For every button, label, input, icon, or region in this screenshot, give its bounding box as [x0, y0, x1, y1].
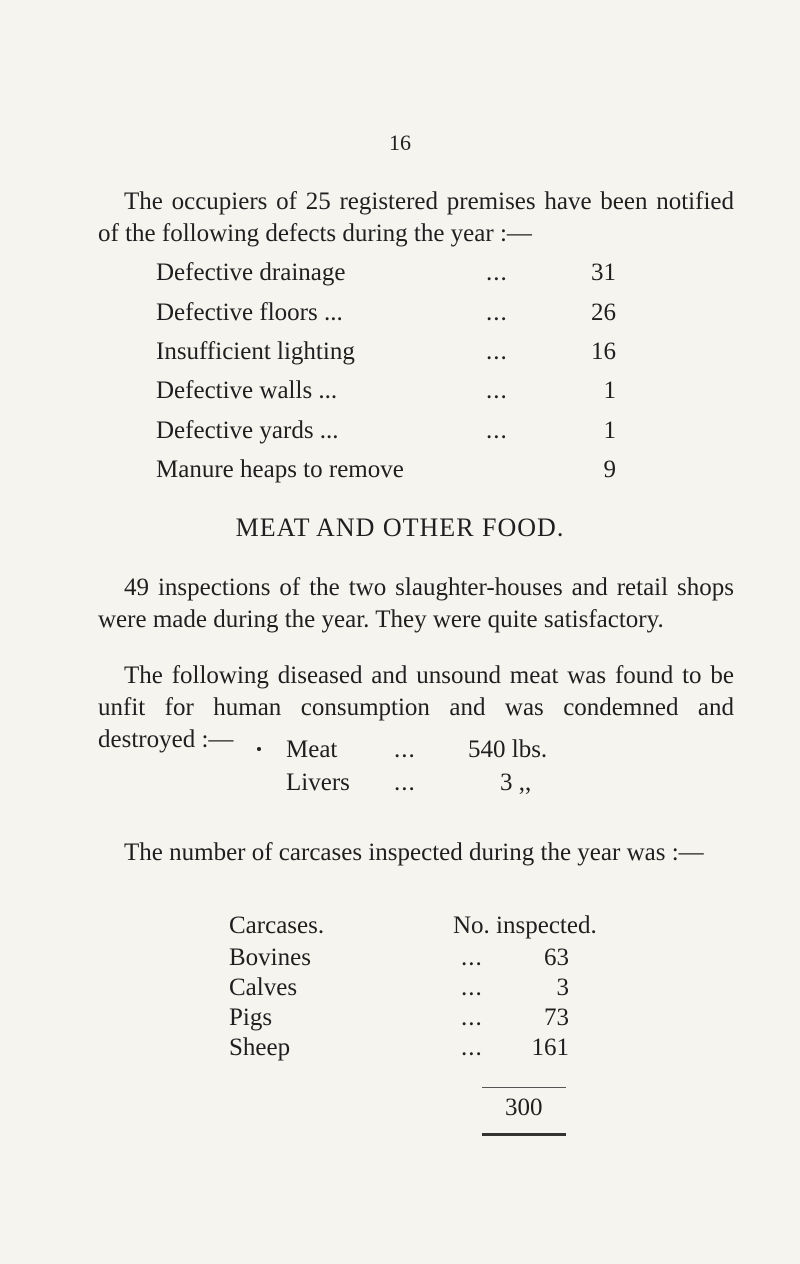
- intro-paragraph: [98, 186, 734, 250]
- column-header-carcases: Carcases.: [229, 912, 325, 939]
- table-row: [229, 942, 569, 972]
- leader-dots: ...: [486, 299, 508, 326]
- leader-dots: ...: [486, 417, 508, 444]
- defect-count: 31: [591, 259, 616, 286]
- condemned-label: Livers: [286, 769, 350, 796]
- table-header-row: [229, 910, 649, 942]
- defect-label: Defective yards ...: [156, 417, 339, 444]
- carcase-type: Bovines: [229, 944, 311, 971]
- table-row: [229, 1032, 569, 1062]
- leader-dots: ...: [394, 769, 416, 796]
- condemned-text: The following diseased and unsound meat was found to be unfit for human consumption and was condemned and destroyed :—: [98, 662, 734, 753]
- defect-row: [156, 297, 616, 329]
- carcase-count: 3: [556, 974, 569, 1001]
- condemned-label: Meat: [286, 736, 338, 763]
- carcases-total: 300: [505, 1094, 543, 1121]
- defect-label: Defective floors ...: [156, 299, 343, 326]
- leader-dots: ...: [486, 338, 508, 365]
- leader-dots: ...: [394, 736, 416, 763]
- table-row: [229, 1002, 569, 1032]
- intro-text: The occupiers of 25 registered premises have been notified of the following defects during the year :—: [98, 188, 734, 247]
- stray-mark: [257, 747, 261, 751]
- defect-row: [156, 454, 616, 486]
- carcase-type: Sheep: [229, 1034, 291, 1061]
- defect-count: 9: [603, 456, 616, 483]
- condemned-row: [286, 767, 646, 799]
- defect-count: 16: [591, 338, 616, 365]
- defect-row: [156, 415, 616, 447]
- column-header-inspected: No. inspected.: [453, 912, 597, 939]
- carcases-text: The number of carcases inspected during the year was :—: [124, 839, 704, 866]
- leader-dots: ...: [486, 377, 508, 404]
- table-row: [229, 972, 569, 1002]
- leader-dots: ...: [461, 1004, 483, 1031]
- page-number: 16: [389, 130, 411, 155]
- leader-dots: ...: [461, 974, 483, 1001]
- leader-dots: ...: [461, 1034, 483, 1061]
- carcase-count: 161: [531, 1034, 569, 1061]
- defect-row: [156, 375, 616, 407]
- defect-row: [156, 257, 616, 289]
- defect-row: [156, 336, 616, 368]
- leader-dots: ...: [486, 259, 508, 286]
- defect-label: Defective drainage: [156, 259, 346, 286]
- carcases-paragraph: [98, 837, 734, 869]
- condemned-amount: 3 ,,: [500, 769, 532, 796]
- carcase-type: Calves: [229, 974, 298, 1001]
- carcase-count: 63: [544, 944, 569, 971]
- defect-count: 1: [603, 417, 616, 444]
- defect-label: Defective walls ...: [156, 377, 338, 404]
- condemned-amount: 540 lbs.: [468, 736, 548, 763]
- defect-label: Insufficient lighting: [156, 338, 355, 365]
- defect-count: 26: [591, 299, 616, 326]
- defect-label: Manure heaps to remove: [156, 456, 404, 483]
- section-heading: MEAT AND OTHER FOOD.: [235, 513, 565, 542]
- defect-count: 1: [603, 377, 616, 404]
- leader-dots: ...: [461, 944, 483, 971]
- carcase-count: 73: [544, 1004, 569, 1031]
- total-rule: [482, 1087, 566, 1088]
- inspections-text: 49 inspections of the two slaughter-houses and retail shops were made during the year. They were quite satisfactory.: [98, 574, 734, 633]
- inspections-paragraph: [98, 572, 734, 636]
- carcase-type: Pigs: [229, 1004, 273, 1031]
- bottom-rule: [482, 1133, 566, 1136]
- total-row: [482, 1092, 566, 1124]
- condemned-row: [286, 734, 646, 766]
